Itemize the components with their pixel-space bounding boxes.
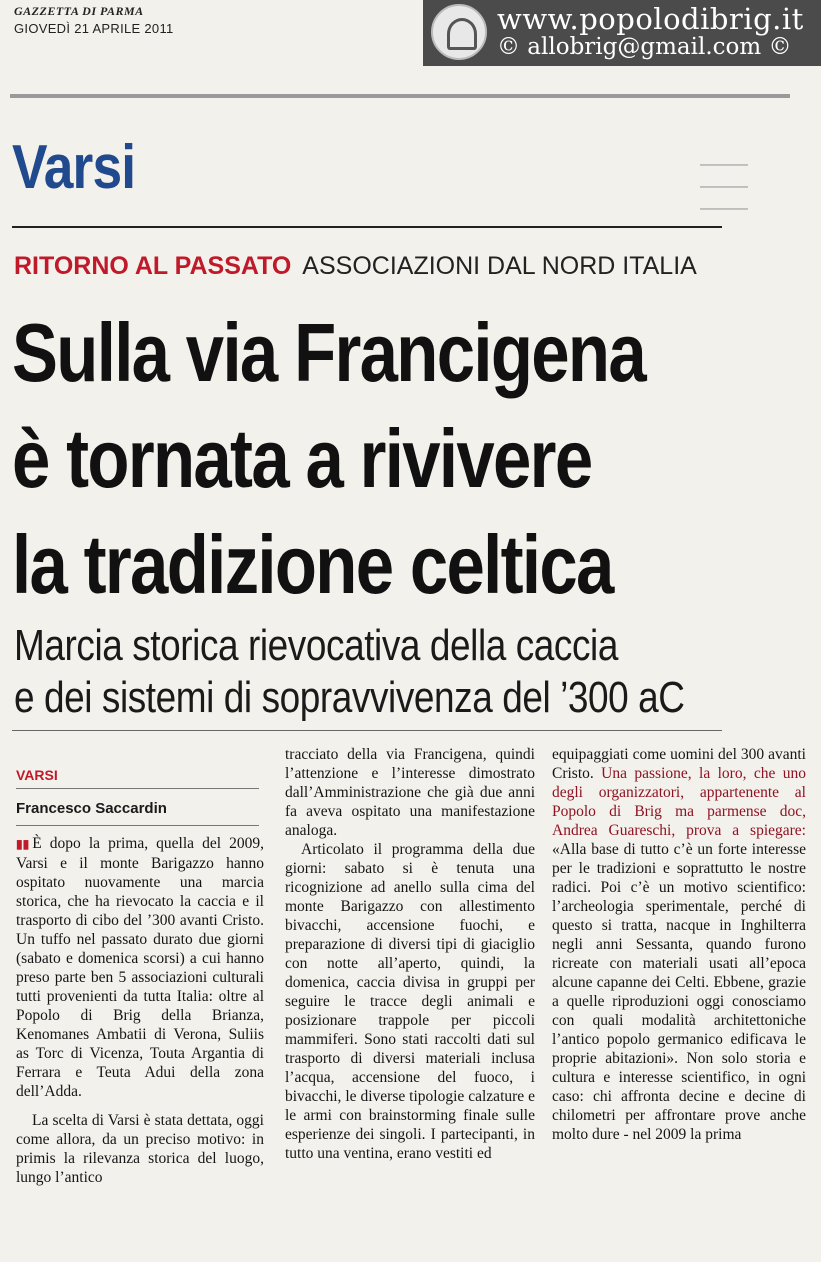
subheadline-line: e dei sistemi di sopravvivenza del ’300 aC bbox=[14, 673, 685, 722]
subheadline-line: Marcia storica rievocativa della caccia bbox=[14, 621, 618, 670]
watermark-banner bbox=[423, 0, 821, 66]
article-paragraph: tracciato della via Francigena, quindi l’attenzione e l’interesse dimostrato dall’Amministrazione che già due anni fa aveva ospitato una manifestazione analoga. bbox=[285, 746, 535, 839]
kicker bbox=[14, 252, 697, 281]
article-paragraph: Articolato il programma della due giorni: sabato si è tenuta una ricognizione ad anello sulla cima del monte Barigazzo con allestimento bivacchi, accensione fuochi, e preparazione di diversi tipi di giaciglio con notte all’aperto, quindi, la domenica, caccia divisa in gruppi per seguire le tracce degli animali e posizionare trappole per piccoli mammiferi. Sono stati raccolti dati sul trasporto di diversi materiali inclusa l’acqua, accensione del fuoco, i bivacchi, le diverse tipologie calzature e le armi con brainstorming finale sulle esperienze dei singoli. I partecipanti, in tutto una ventina, erano vestiti ed bbox=[285, 841, 535, 1162]
bleed-through-text: ——— bbox=[700, 156, 748, 173]
article-paragraph: La scelta di Varsi è stata dettata, oggi come allora, da un preciso motivo: in primis la rilevanza storica del luogo, lungo l’antico bbox=[16, 1112, 264, 1186]
section-title: Varsi bbox=[12, 133, 136, 202]
subheadline-rule bbox=[12, 730, 722, 731]
paragraph-marker-icon: ▮▮ bbox=[16, 837, 30, 851]
watermark-logo-icon bbox=[431, 4, 487, 60]
byline-rule bbox=[16, 788, 259, 789]
issue-date: GIOVEDÌ 21 APRILE 2011 bbox=[14, 21, 174, 36]
dateline-place: VARSI bbox=[16, 767, 58, 783]
author-name: Francesco Saccardin bbox=[16, 800, 167, 817]
masthead-rule bbox=[10, 94, 790, 98]
article-paragraph: ▮▮ È dopo la prima, quella del 2009, Varsi e il monte Barigazzo hanno ospitato nuovamente una marcia storica, che ha rievocato la caccia e il trasporto di cibo del ’300 avanti Cristo. Un tuffo nel passato durato due giorni (sabato e domenica scorsi) a cui hanno preso parte ben 5 associazioni culturali tutti provenienti da tutta Italia: oltre al Popolo di Brig della Brianza, Kenomanes Ambatii di Verona, Suliis as Torc di Vicenza, Touta Argantia di Ferrara e Teuta Adui della zona dell’Adda. bbox=[16, 835, 264, 1100]
kicker-tag: RITORNO AL PASSATO bbox=[14, 252, 292, 280]
headline-line: Sulla via Francigena bbox=[12, 306, 646, 399]
bleed-through-text: ——— bbox=[700, 178, 748, 195]
newspaper-name: GAZZETTA DI PARMA bbox=[14, 4, 144, 18]
headline-line: è tornata a rivivere bbox=[12, 412, 592, 505]
section-rule bbox=[12, 226, 722, 228]
bleed-through-text: ——— bbox=[700, 200, 748, 217]
headline bbox=[12, 300, 742, 618]
headline-line: la tradizione celtica bbox=[12, 518, 613, 611]
subheadline bbox=[14, 620, 753, 724]
article-paragraph: equipaggiati come uomini del 300 avanti Cristo. Una passione, la loro, che uno degli organizzatori, appartenente al Popolo di Brig ma parmense doc, Andrea Guareschi, prova a spiegare: «Alla base di tutto c’è un forte interesse per le tradizioni e soprattutto le nostre radici. Poi c’è un motivo scientifico: l’archeologia sperimentale, perché di questo si tratta, nacque in Inghilterra negli anni Sessanta, quando furono ricreate con materiali usati all’epoca alcune capanne dei Celti. Ebbene, grazie a quelle riproduzioni oggi conosciamo con quali modalità architettoniche l’antico popolo germanico edificava le proprie abitazioni». Non solo storia e cultura e interesse scientifico, in ogni caso: chi affronta decine e decine di chilometri per affrontare prove anche molto dure - nel 2009 la prima bbox=[552, 746, 806, 1143]
masthead bbox=[14, 4, 414, 36]
watermark-email: © allobrig@gmail.com © bbox=[497, 34, 792, 60]
byline-rule bbox=[16, 825, 259, 826]
watermark-url: www.popolodibrig.it bbox=[497, 2, 804, 36]
article-column-3 bbox=[552, 745, 806, 1144]
kicker-text: ASSOCIAZIONI DAL NORD ITALIA bbox=[302, 252, 697, 280]
article-column-2 bbox=[285, 745, 535, 1163]
article-column-1 bbox=[16, 834, 264, 1187]
highlighted-sentence: Una passione, la loro, che uno degli organizzatori, appartenente al Popolo di Brig ma parmense doc, Andrea Guareschi, prova a spiegare: bbox=[552, 765, 806, 839]
